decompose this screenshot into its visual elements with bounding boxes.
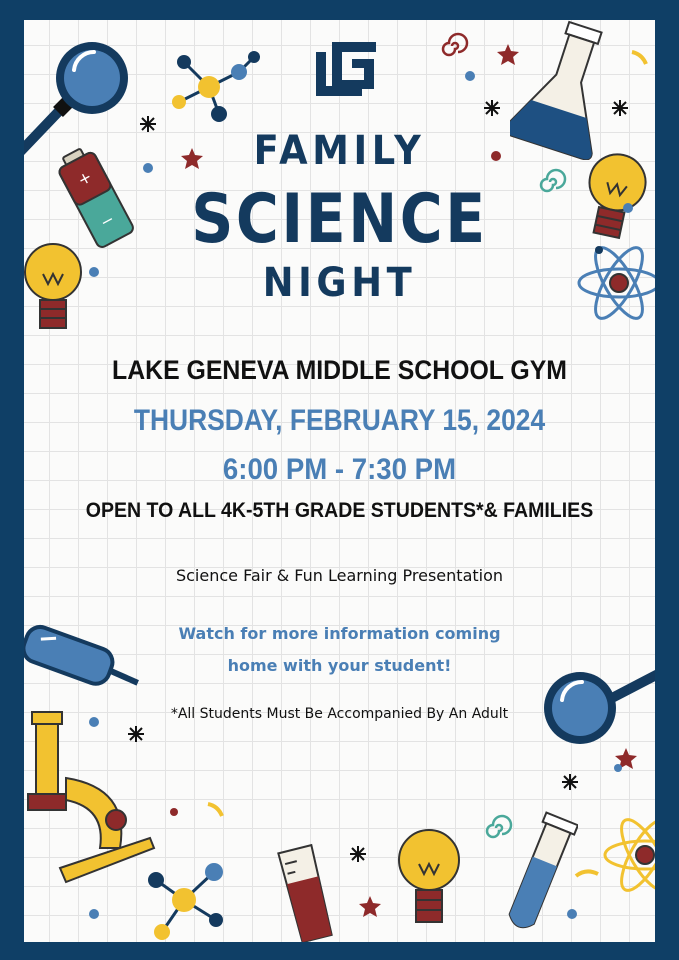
- sparkle-icon: [562, 774, 578, 790]
- event-audience: OPEN TO ALL 4K-5TH GRADE STUDENTS*& FAMILIES: [85, 499, 594, 522]
- swirl-icon: [487, 816, 511, 837]
- swirl-icon: [443, 34, 467, 55]
- star-icon: [497, 44, 519, 65]
- info-line-2: home with your student!: [227, 656, 452, 675]
- footnote: *All Students Must Be Accompanied By An Adult: [170, 706, 509, 722]
- sparkle-icon: [350, 846, 366, 862]
- title-night: NIGHT: [262, 260, 417, 306]
- info-line-1: Watch for more information coming: [178, 624, 501, 643]
- info-text: [24, 618, 655, 682]
- svg-text:−: −: [96, 209, 118, 233]
- sparkle-icon: [612, 100, 628, 116]
- title-science: SCIENCE: [191, 180, 488, 259]
- event-time: 6:00 PM - 7:30 PM: [222, 453, 457, 486]
- svg-text:+: +: [74, 166, 96, 190]
- star-icon: [359, 896, 381, 917]
- sparkle-icon: [484, 100, 500, 116]
- event-program: Science Fair & Fun Learning Presentation: [175, 566, 504, 585]
- title-family: FAMILY: [253, 128, 426, 174]
- sparkle-icon: [128, 726, 144, 742]
- event-date: THURSDAY, FEBRUARY 15, 2024: [133, 404, 546, 437]
- poster: [24, 20, 655, 942]
- event-location: LAKE GENEVA MIDDLE SCHOOL GYM: [112, 355, 567, 385]
